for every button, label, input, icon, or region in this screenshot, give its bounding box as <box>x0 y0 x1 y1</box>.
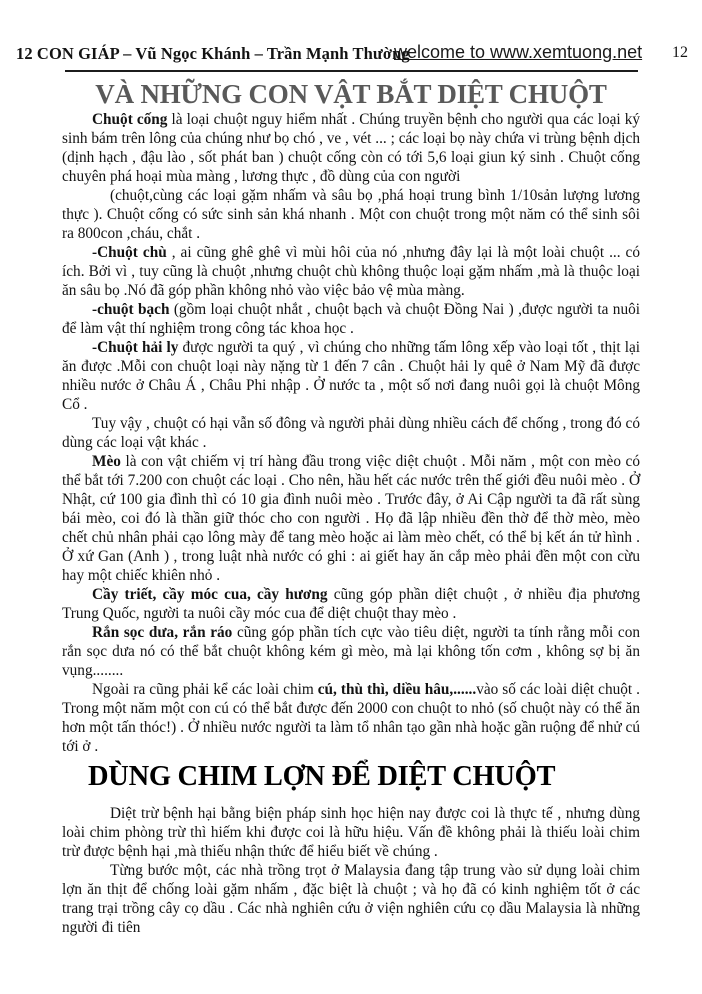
bold-lead-text: Rắn sọc dưa, rắn ráo <box>92 624 233 641</box>
paragraph <box>62 452 640 585</box>
body-text: Từng bước một, các nhà trồng trọt ở Malaysia đang tập trung vào sử dụng loài chim lợn ăn thịt để chống loài gặm nhấm , đặc biệt là chuột ; và họ đã có kinh nghiệm tốt ở các trang trại trồng cây cọ dầu . Các nhà nghiên cứu ở viện nghiên cứu cọ dầu Malaysia là những người đi tiên <box>62 862 640 936</box>
body-text: (chuột,cùng các loại gặm nhấm và sâu bọ ,phá hoại trung bình 1/10sản lượng lương thực ). Chuột cống có sức sinh sản khá nhanh . Một con chuột trong một năm có thể sinh sôi ra 800con ,cháu, chắt . <box>62 187 640 242</box>
header-divider <box>65 70 638 72</box>
paragraph <box>62 585 640 623</box>
body-text: Tuy vậy , chuột có hại vẫn số đông và người phải dùng nhiều cách để chống , trong đó có dùng các loại vật khác . <box>62 415 640 451</box>
section-rat-catchers <box>62 110 640 756</box>
section-owl <box>62 804 640 937</box>
paragraph <box>62 680 640 756</box>
paragraph <box>62 186 640 243</box>
section-heading: DÙNG CHIM LỢN ĐỂ DIỆT CHUỘT <box>88 761 556 792</box>
page-number: 12 <box>672 44 688 61</box>
body-text: Ngoài ra cũng phải kể các loài chim <box>92 681 318 698</box>
paragraph <box>62 861 640 937</box>
body-text: được người ta quý , vì chúng cho những tấm lông xếp vào loại tốt , thịt lại ăn được .Mỗi con chuột loại này nặng từ 1 đến 7 cân . Chuột hải ly quê ở Nam Mỹ đã được nhiều nước ở Châu Á , Châu Phi nhập . Ở nước ta , một số nơi đang nuôi gọi là chuột Mông Cổ . <box>62 339 641 413</box>
paragraph <box>62 300 640 338</box>
bold-lead-text: -Chuột hải ly <box>92 339 179 356</box>
paragraph <box>62 804 640 861</box>
paragraph <box>62 110 640 186</box>
body-text: cũng góp phần diệt chuột , ở nhiều địa phương Trung Quốc, người ta nuôi cầy móc cua để diệt chuột thay mèo . <box>62 586 640 622</box>
bold-lead-text: -Chuột chù <box>92 244 167 261</box>
body-text: là loại chuột nguy hiểm nhất . Chúng truyền bệnh cho người qua các loại ký sinh bám trên lông của chúng như bọ chó , ve , vét ... ; các loại bọ này chứa vi trùng bệnh dịch (dịnh hạch , đậu lào , sốt phát ban ) chuột cống còn có tới 5,6 loại giun ký sinh . Chuột cống chuyên phá hoại mùa màng , lương thực , đồ dùng của con người <box>62 111 640 185</box>
bold-lead-text: Cầy triết, cầy móc cua, cầy hương <box>92 586 328 603</box>
header-book-title: 12 CON GIÁP – Vũ Ngọc Khánh – Trần Mạnh Thường <box>16 44 410 63</box>
paragraph <box>62 338 640 414</box>
bold-lead-text: -chuột bạch <box>92 301 170 318</box>
body-text: Diệt trừ bệnh hại bằng biện pháp sinh học hiện nay được coi là thực tế , nhưng dùng loài chim phòng trừ thì hiếm khi được coi là hữu hiệu. Vấn đề không phải là thiếu loài chim trừ được bệnh hại ,mà thiếu nhận thức để hiểu biết về chúng . <box>62 805 640 860</box>
page-title: VÀ NHỮNG CON VẬT BẮT DIỆT CHUỘT <box>95 79 607 109</box>
body-text: (gồm loại chuột nhắt , chuột bạch và chuột Đồng Nai ) ,được người ta nuôi để làm vật thí nghiệm trong công tác khoa học . <box>62 301 640 337</box>
paragraph <box>62 243 640 300</box>
body-text: vào số các loài diệt chuột . Trong một năm một con cú có thể bắt được đến 2000 con chuột to nhỏ (số chuột này có thể ăn hơn một tấn thóc!) . Ở nhiều nước người ta làm tổ nhân tạo gần nhà hoặc gần ruộng để nhử cú tới ở . <box>62 681 640 755</box>
document-body <box>62 110 640 937</box>
paragraph <box>62 414 640 452</box>
bold-lead-text: Chuột cống <box>92 111 168 128</box>
website-link[interactable]: welcome to www.xemtuong.net <box>394 42 643 62</box>
bold-lead-text: Mèo <box>92 453 121 470</box>
body-text: cũng góp phần tích cực vào tiêu diệt, người ta tính rằng mỗi con rắn sọc dưa nó có thể bắt chuột không kém gì mèo, mà lại không tốn cơm , không sợ bị ăn vụng........ <box>62 624 640 679</box>
body-text: là con vật chiếm vị trí hàng đầu trong việc diệt chuột . Mỗi năm , một con mèo có thể bắt tới 7.200 con chuột các loại . Cho nên, hầu hết các nước trên thế giới đều nuôi mèo . Ở Nhật, cứ 100 gia đình thì có 10 gia đình nuôi mèo . Trước đây, ở Ai Cập người ta đã rất sùng bái mèo, coi đó là thần giữ thóc cho con người . Họ đã lập nhiều đền thờ để thờ mèo, mèo chết chủ nhân phải cạo lông mày để tang mèo hoặc ai làm mèo chết, có thể bị kết án tử hình . Ở xứ Gan (Anh ) , trong luật nhà nước có ghi : ai giết hay ăn cắp mèo phải đền một con cừu hay một chiếc khiên nhỏ . <box>62 453 640 584</box>
body-text: , ai cũng ghê ghê vì mùi hôi của nó ,nhưng đây lại là một loài chuột ... có ích. Bởi vì , tuy cũng là chuột ,nhưng chuột chù không thuộc loại gặm nhấm ,mà là thuộc loại ăn sâu bọ .Nó đã góp phần không nhỏ vào việc bảo vệ mùa màng. <box>62 244 640 299</box>
paragraph <box>62 623 640 680</box>
bold-lead-text: cú, thù thì, diều hâu,...... <box>317 681 477 698</box>
